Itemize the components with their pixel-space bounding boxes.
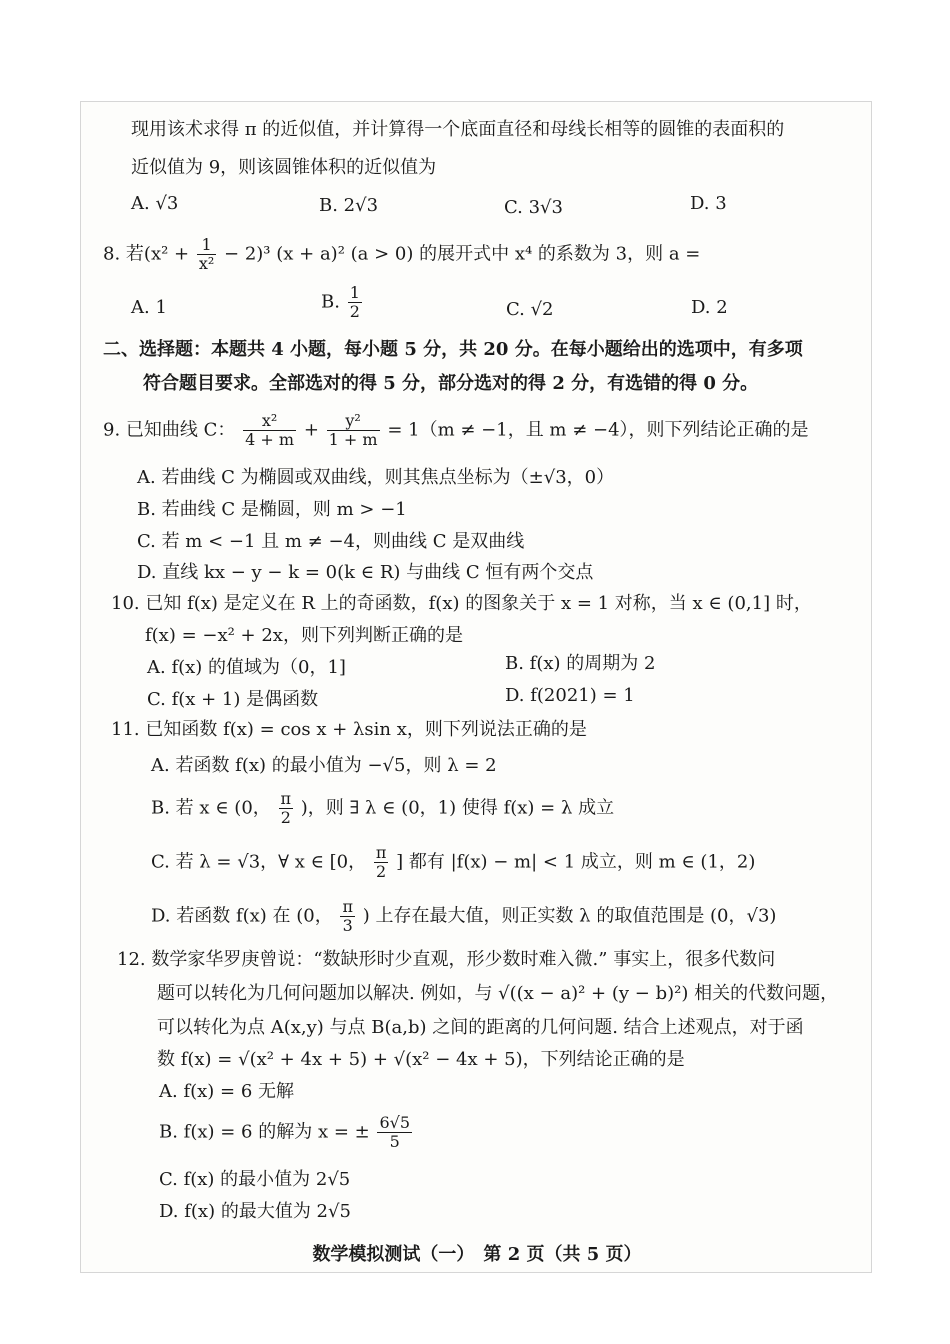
q9-stem (103, 412, 809, 449)
q11-option-d-fraction (340, 898, 355, 935)
q8-stem-post: − 2)³ (x + a)² (a > 0) 的展开式中 x⁴ 的系数为 3，则 a = (224, 243, 701, 265)
q12-option-d: D. f(x) 的最大值为 2√5 (159, 1201, 351, 1222)
q9-option-b: B. 若曲线 C 是椭圆，则 m > −1 (137, 499, 407, 520)
section2-header-line2: 符合题目要求。全部选对的得 5 分，部分选对的得 2 分，有选错的得 0 分。 (143, 373, 759, 394)
q8-option-b (321, 284, 364, 321)
q8-stem-pre: 若(x² + (125, 243, 190, 265)
q12-option-a: A. f(x) = 6 无解 (159, 1081, 294, 1102)
q11-option-c (151, 844, 755, 881)
q11-option-b-fraction (279, 790, 294, 827)
q7-option-b: B. 2√3 (319, 195, 379, 216)
q9-fraction-y (327, 412, 380, 449)
q9-number: 9. (103, 419, 121, 441)
q9-fraction-x-numerator: x² (243, 412, 296, 431)
q7-option-c: C. 3√3 (504, 197, 563, 218)
q9-plus: + (303, 419, 319, 441)
q10-stem-line1: 10. 已知 f(x) 是定义在 R 上的奇函数，f(x) 的图象关于 x = 1 对称，当 x ∈ (0,1] 时， (111, 593, 812, 614)
q11-option-d (151, 898, 776, 935)
q11-option-d-post: ) 上存在最大值，则正实数 λ 的取值范围是 (0，√3) (362, 905, 777, 927)
q8-fraction-denominator: x² (198, 254, 215, 273)
q12-option-b-denominator: 5 (389, 1132, 400, 1151)
q10-option-d: D. f(2021) = 1 (505, 685, 635, 706)
q10-option-a: A. f(x) 的值域为（0，1] (147, 657, 346, 678)
q12-stem-line1: 12. 数学家华罗庚曾说：“数缺形时少直观，形少数时难入微.” 事实上，很多代数问 (117, 949, 776, 970)
q11-option-d-denominator: 3 (342, 916, 353, 935)
q9-fraction-x-denominator: 4 + m (245, 430, 295, 449)
q11-option-d-numerator: π (342, 897, 353, 916)
q8-fraction (197, 236, 216, 273)
q7-option-d: D. 3 (690, 193, 727, 214)
q11-option-c-pre: C. 若 λ = √3，∀ x ∈ [0， (151, 851, 367, 873)
q8-stem (103, 236, 700, 273)
section2-header-line1: 二、选择题：本题共 4 小题，每小题 5 分，共 20 分。在每小题给出的选项中，有多项 (103, 339, 803, 360)
q8-option-c: C. √2 (506, 299, 554, 320)
exam-page (80, 101, 872, 1273)
q11-option-b (151, 790, 614, 827)
q8-option-b-denominator: 2 (349, 302, 360, 321)
q11-option-c-post: ] 都有 |f(x) − m| < 1 成立，则 m ∈ (1，2) (396, 851, 756, 873)
q8-option-b-fraction (348, 284, 362, 321)
q8-number: 8. (103, 243, 121, 265)
q8-option-a: A. 1 (131, 297, 167, 318)
q9-stem-pre: 已知曲线 C： (125, 419, 236, 441)
q11-option-c-denominator: 2 (376, 862, 387, 881)
q7-stem-line1: 现用该术求得 π 的近似值，并计算得一个底面直径和母线长相等的圆锥的表面积的 (131, 119, 785, 140)
q11-option-a: A. 若函数 f(x) 的最小值为 −√5，则 λ = 2 (151, 755, 497, 776)
q9-fraction-y-denominator: 1 + m (328, 430, 378, 449)
q8-fraction-numerator: 1 (197, 236, 216, 255)
q12-option-b-numerator: 6√5 (379, 1113, 411, 1132)
q11-option-b-denominator: 2 (280, 808, 291, 827)
q11-option-b-numerator: π (280, 789, 292, 808)
q9-option-d: D. 直线 kx − y − k = 0(k ∈ R) 与曲线 C 恒有两个交点 (137, 562, 594, 583)
q12-option-b-fraction (377, 1114, 412, 1151)
q10-stem-line2: f(x) = −x² + 2x，则下列判断正确的是 (145, 625, 463, 646)
q11-option-d-pre: D. 若函数 f(x) 在 (0， (151, 905, 333, 927)
q8-option-d: D. 2 (691, 297, 728, 318)
q12-option-b-pre: B. f(x) = 6 的解为 x = ± (159, 1121, 370, 1143)
q9-fraction-y-numerator: y² (327, 412, 380, 431)
q12-option-b (159, 1114, 414, 1151)
q7-stem-line2: 近似值为 9，则该圆锥体积的近似值为 (131, 157, 437, 178)
q9-fraction-x (243, 412, 296, 449)
q10-option-c: C. f(x + 1) 是偶函数 (147, 689, 319, 710)
q12-stem-line3: 可以转化为点 A(x,y) 与点 B(a,b) 之间的距离的几何问题. 结合上述观点，对于函 (157, 1017, 804, 1038)
q12-stem-line2: 题可以转化为几何问题加以解决. 例如，与 √((x − a)² + (y − b)²) 相关的代数问题， (157, 983, 839, 1004)
q10-option-b: B. f(x) 的周期为 2 (505, 653, 656, 674)
q12-stem-line4: 数 f(x) = √(x² + 4x + 5) + √(x² − 4x + 5)，下列结论正确的是 (157, 1049, 685, 1070)
q9-stem-post: = 1（m ≠ −1，且 m ≠ −4），则下列结论正确的是 (387, 419, 809, 441)
q9-option-c: C. 若 m < −1 且 m ≠ −4，则曲线 C 是双曲线 (137, 531, 525, 552)
page-footer: 数学模拟测试（一） 第 2 页（共 5 页） (312, 1244, 642, 1265)
q12-option-c: C. f(x) 的最小值为 2√5 (159, 1169, 351, 1190)
q11-stem: 11. 已知函数 f(x) = cos x + λsin x，则下列说法正确的是 (111, 719, 587, 740)
q11-option-b-pre: B. 若 x ∈ (0， (151, 797, 271, 819)
q11-option-c-fraction (374, 844, 389, 881)
q11-option-c-numerator: π (375, 843, 387, 862)
q9-option-a: A. 若曲线 C 为椭圆或双曲线，则其焦点坐标为（±√3，0） (137, 467, 615, 488)
q11-option-b-post: )，则 ∃ λ ∈ (0，1) 使得 f(x) = λ 成立 (300, 797, 615, 819)
q8-option-b-label: B. (321, 291, 340, 313)
q7-option-a: A. √3 (131, 193, 179, 214)
q8-option-b-numerator: 1 (349, 283, 360, 302)
